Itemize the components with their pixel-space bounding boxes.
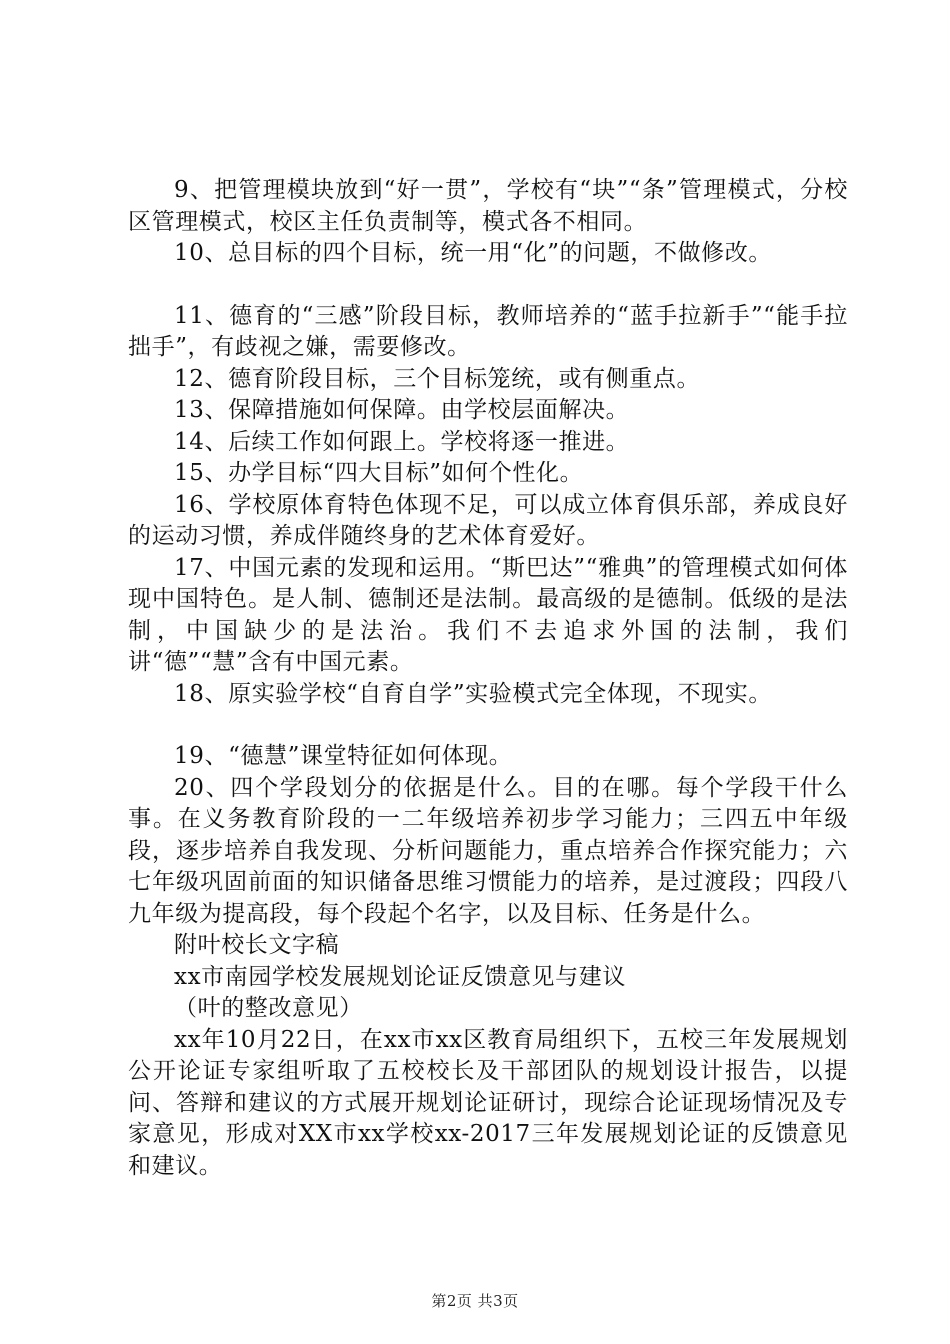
paragraph-item-13: 13、保障措施如何保障。由学校层面解决。 [174,397,630,423]
appendix-title: xx市南园学校发展规划论证反馈意见与建议 [174,963,626,990]
paragraph-item-15: 15、办学目标“四大目标”如何个性化。 [174,460,584,486]
paragraph-item-18: 18、原实验学校“自育自学”实验模式完全体现，不现实。 [174,680,772,707]
paragraph-item-10: 10、总目标的四个目标，统一用“化”的问题，不做修改。 [174,240,772,266]
appendix-body-paragraph: xx年10月22日，在xx市xx区教育局组织下，五校三年发展规划公开论证专家组听取了五校校长及干部团队的规划设计报告，以提问、答辩和建议的方式展开规划论证研讨，现综合论证现场情况及专家意见，形成对XX市xx学校xx-2017三年发展规划论证的反馈意见和建议。 [128,1026,848,1179]
document-body [128,175,848,1182]
paragraph-item-9: 9、把管理模块放到“好一贯”，学校有“块”“条”管理模式，分校区管理模式，校区主任负责制等，模式各不相同。 [128,177,848,235]
appendix-subtitle: （叶的整改意见） [174,995,363,1021]
page-number-footer: 第2页 共3页 [431,1292,519,1310]
paragraph-item-17: 17、中国元素的发现和运用。“斯巴达”“雅典”的管理模式如何体现中国特色。是人制、德制还是法制。最高级的是德制。低级的是法制，中国缺少的是法治。我们不去追求外国的法制，我们讲“德”“慧”含有中国元素。 [128,554,848,675]
paragraph-item-16: 16、学校原体育特色体现不足，可以成立体育俱乐部，养成良好的运动习惯，养成伴随终身的艺术体育爱好。 [128,491,848,549]
paragraph-item-11: 11、德育的“三感”阶段目标，教师培养的“蓝手拉新手”“能手拉拙手”，有歧视之嫌，需要修改。 [128,302,848,360]
paragraph-item-12: 12、德育阶段目标，三个目标笼统，或有侧重点。 [174,365,701,392]
appendix-heading: 附叶校长文字稿 [174,932,340,958]
paragraph-item-19: 19、“德慧”课堂特征如何体现。 [174,743,513,769]
paragraph-item-20: 20、四个学段划分的依据是什么。目的在哪。每个学段干什么事。在义务教育阶段的一二年级培养初步学习能力；三四五中年级段，逐步培养自我发现、分析问题能力，重点培养合作探究能力；六七年级巩固前面的知识储备思维习惯能力的培养，是过渡段；四段八九年级为提高段，每个段起个名字，以及目标、任务是什么。 [128,774,848,927]
paragraph-item-14: 14、后续工作如何跟上。学校将逐一推进。 [174,428,630,455]
